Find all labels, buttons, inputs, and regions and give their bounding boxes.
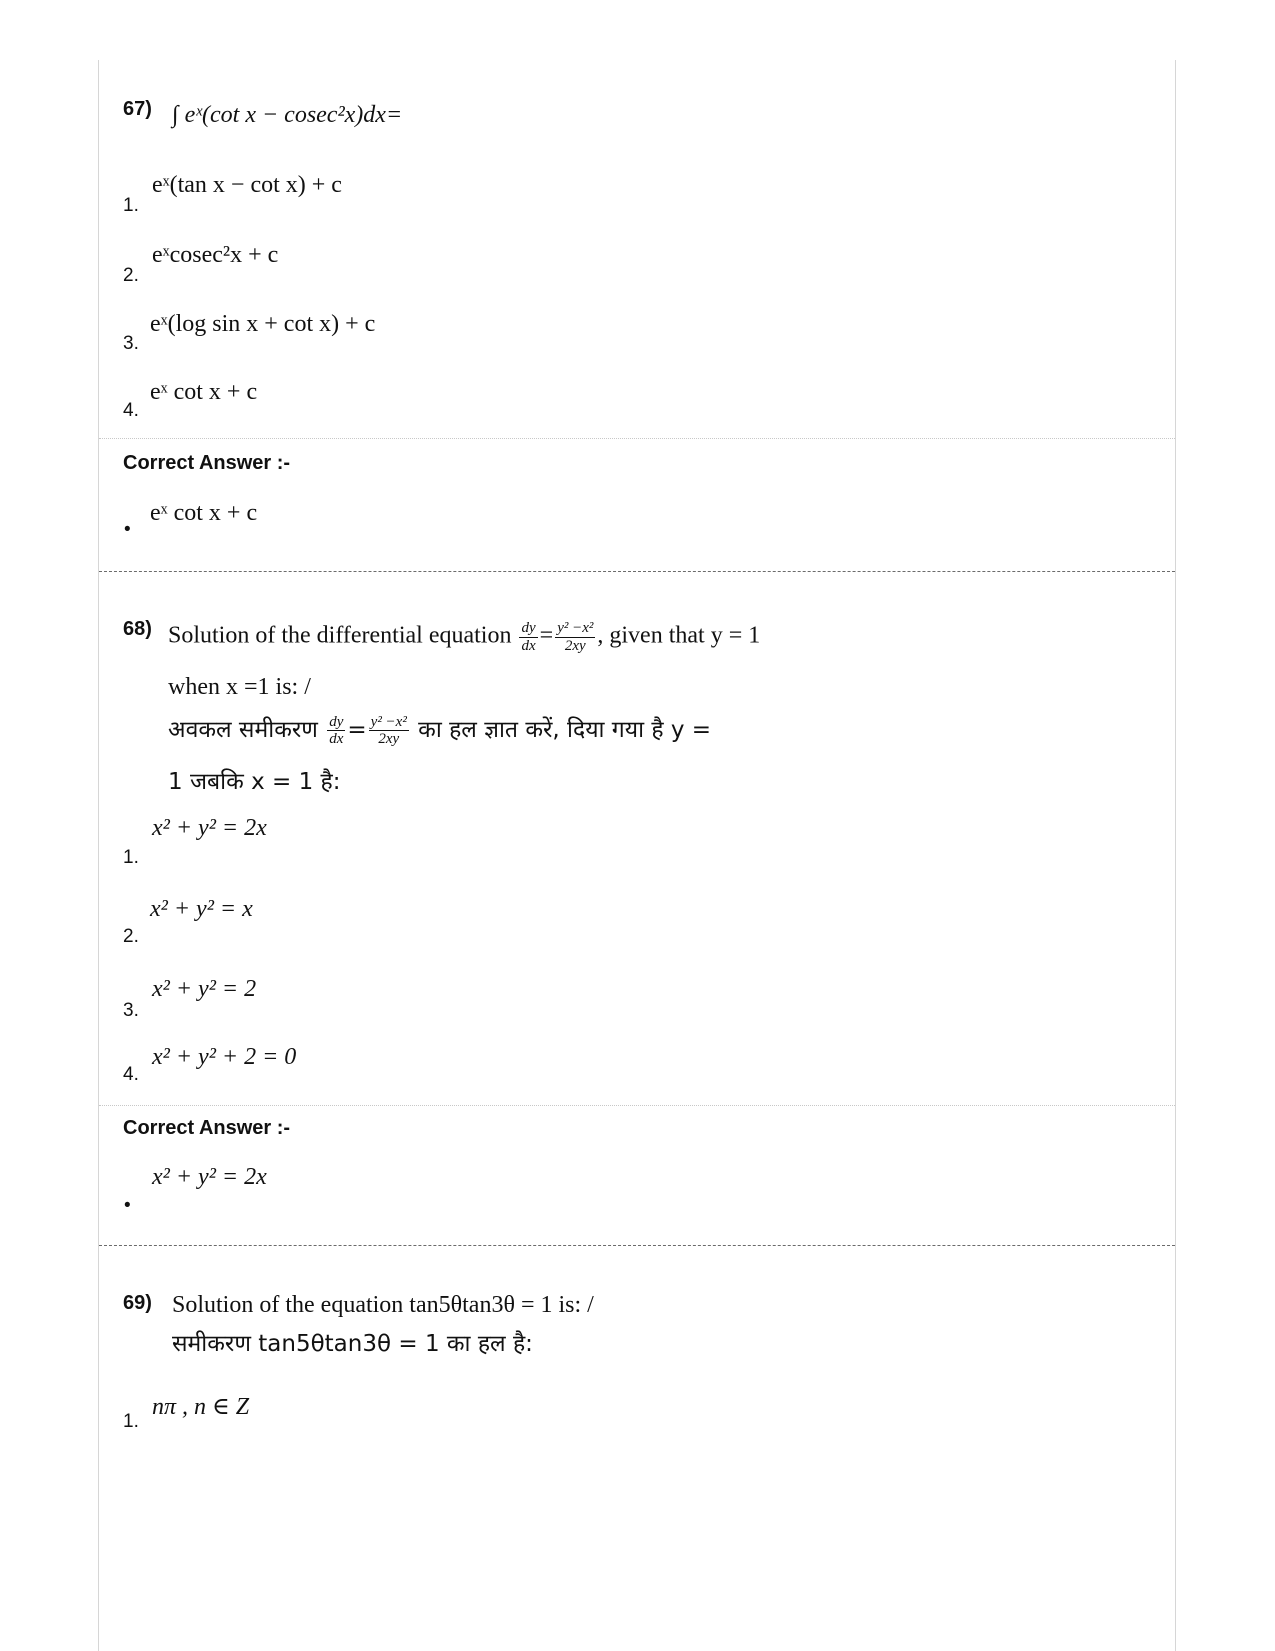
fraction-numerator: dy — [329, 713, 344, 730]
option-number: 4. — [123, 400, 139, 421]
question-hindi-line1 — [168, 712, 711, 748]
option-value: eˣcosec²x + c — [152, 242, 279, 268]
question-hindi-line2: 1 जबकि x = 1 है: — [168, 769, 341, 795]
option-value: x² + y² = 2 — [152, 976, 257, 1002]
fraction-denominator: 2xy — [378, 731, 400, 747]
option-value: x² + y² = 2x — [152, 815, 267, 841]
bullet: • — [124, 519, 131, 540]
question-number: 68) — [123, 618, 152, 640]
question-text: , given that y = 1 — [597, 622, 761, 649]
fraction-dy-dx — [327, 714, 345, 748]
correct-answer-value: eˣ cot x + c — [150, 500, 258, 526]
question-text: Solution of the equation tan5θtan3θ = 1 is: / — [172, 1292, 594, 1318]
divider — [99, 1105, 1175, 1106]
option-number: 2. — [123, 926, 139, 947]
question-text: ∫ eˣ(cot x − cosec²x)dx= — [172, 102, 403, 128]
equals-sign: = — [347, 717, 367, 743]
question-separator — [99, 1245, 1175, 1246]
fraction-dy-dx — [519, 620, 537, 654]
fraction-denominator: 2xy — [564, 637, 586, 654]
question-hindi-text: समीकरण tan5θtan3θ = 1 का हल है: — [172, 1331, 533, 1357]
option-number: 4. — [123, 1064, 139, 1085]
bullet: • — [124, 1195, 131, 1216]
option-value: eˣ(tan x − cot x) + c — [152, 172, 342, 198]
fraction-denominator: dx — [329, 731, 344, 747]
hindi-text: का हल ज्ञात करें, दिया गया है y = — [418, 717, 712, 743]
option-number: 3. — [123, 333, 139, 354]
fraction-numerator: y² −x² — [557, 620, 594, 636]
fraction-numerator: y² −x² — [370, 713, 407, 730]
question-separator — [99, 571, 1175, 572]
fraction-denominator: dx — [521, 637, 536, 654]
option-value: eˣ cot x + c — [150, 379, 258, 405]
correct-answer-label: Correct Answer :- — [123, 1117, 291, 1139]
option-number: 3. — [123, 1000, 139, 1021]
option-value: nπ , n ∈ Z — [152, 1394, 250, 1420]
fraction-numerator: dy — [521, 620, 536, 636]
option-number: 1. — [123, 1411, 139, 1432]
option-value: eˣ(log sin x + cot x) + c — [150, 311, 376, 337]
page-frame — [98, 60, 1176, 1651]
option-value: x² + y² + 2 = 0 — [152, 1044, 297, 1070]
question-text-line2: when x =1 is: / — [168, 674, 311, 700]
fraction-rhs — [369, 714, 409, 748]
option-number: 1. — [123, 847, 139, 868]
question-number: 67) — [123, 98, 152, 120]
option-value: x² + y² = x — [150, 896, 253, 922]
option-number: 2. — [123, 265, 139, 286]
divider — [99, 438, 1175, 439]
correct-answer-label: Correct Answer :- — [123, 452, 291, 474]
fraction-rhs — [555, 620, 595, 654]
correct-answer-value: x² + y² = 2x — [152, 1164, 267, 1190]
question-number: 69) — [123, 1292, 152, 1314]
question-text-line1 — [168, 620, 760, 654]
question-text: Solution of the differential equation — [168, 622, 512, 649]
equals-sign: = — [539, 622, 554, 649]
option-number: 1. — [123, 195, 139, 216]
hindi-text: अवकल समीकरण — [168, 717, 318, 743]
